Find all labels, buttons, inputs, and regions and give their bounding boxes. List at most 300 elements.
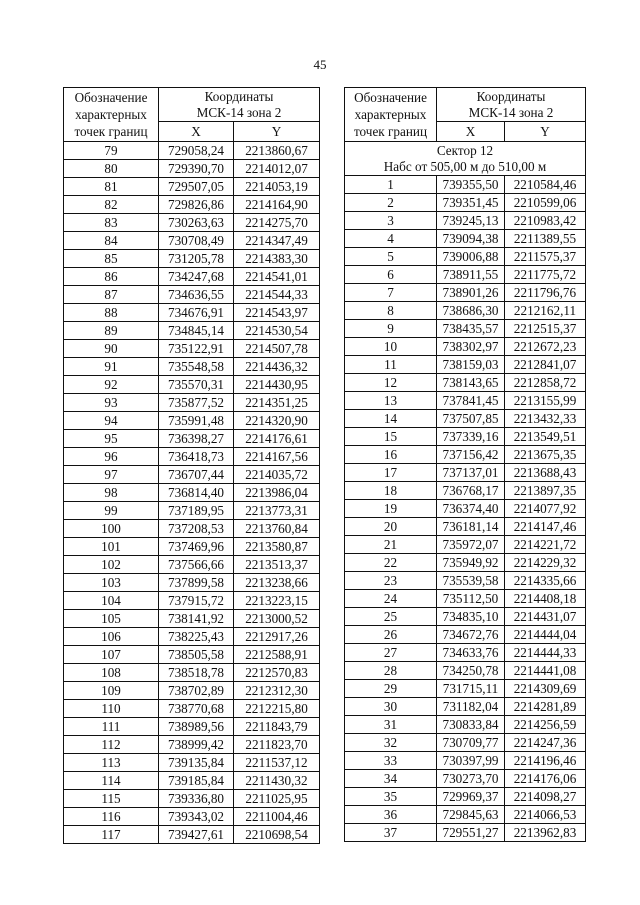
x-coordinate-cell: 730709,77 (437, 734, 505, 752)
point-number-cell: 8 (345, 302, 437, 320)
table-row (345, 770, 586, 788)
table-row (64, 268, 320, 286)
y-coordinate-cell: 2214383,30 (234, 250, 320, 268)
point-number-cell: 99 (64, 502, 159, 520)
table-row (64, 826, 320, 844)
x-coordinate-cell: 738141,92 (159, 610, 234, 628)
table-row (64, 646, 320, 664)
x-coordinate-cell: 734676,91 (159, 304, 234, 322)
point-number-cell: 88 (64, 304, 159, 322)
sector-title: Сектор 12 (436, 142, 494, 158)
x-coordinate-cell: 739336,80 (159, 790, 234, 808)
y-coordinate-cell: 2213238,66 (234, 574, 320, 592)
point-number-cell: 15 (345, 428, 437, 446)
x-coordinate-cell: 730708,49 (159, 232, 234, 250)
table-row (345, 662, 586, 680)
x-coordinate-cell: 737339,16 (437, 428, 505, 446)
table-row (64, 682, 320, 700)
table-row (345, 194, 586, 212)
table-row (64, 592, 320, 610)
table-row (64, 286, 320, 304)
point-number-cell: 108 (64, 664, 159, 682)
y-coordinate-cell: 2214441,08 (505, 662, 586, 680)
table-row (64, 610, 320, 628)
coordinates-table-right (344, 87, 586, 842)
point-number-cell: 109 (64, 682, 159, 700)
table-row (64, 178, 320, 196)
point-number-cell: 22 (345, 554, 437, 572)
y-coordinate-cell: 2214164,90 (234, 196, 320, 214)
point-number-cell: 80 (64, 160, 159, 178)
table-row (345, 320, 586, 338)
y-coordinate-cell: 2213432,33 (505, 410, 586, 428)
x-coordinate-cell: 737915,72 (159, 592, 234, 610)
y-coordinate-cell: 2214444,33 (505, 644, 586, 662)
table-row (64, 232, 320, 250)
coordinates-header-title: Координаты (204, 88, 274, 104)
table-row (64, 664, 320, 682)
point-number-cell: 85 (64, 250, 159, 268)
table-body-left (64, 142, 320, 844)
x-coordinate-cell: 738911,55 (437, 266, 505, 284)
x-coordinate-cell: 736418,73 (159, 448, 234, 466)
table-row (64, 376, 320, 394)
point-number-cell: 101 (64, 538, 159, 556)
y-coordinate-cell: 2214176,61 (234, 430, 320, 448)
y-coordinate-cell: 2211843,79 (234, 718, 320, 736)
table-row (64, 142, 320, 160)
table-row (345, 572, 586, 590)
point-number-cell: 6 (345, 266, 437, 284)
x-column-header: X (159, 122, 234, 142)
y-coordinate-cell: 2211537,12 (234, 754, 320, 772)
point-number-cell: 97 (64, 466, 159, 484)
point-number-cell: 7 (345, 284, 437, 302)
point-number-cell: 116 (64, 808, 159, 826)
point-number-cell: 112 (64, 736, 159, 754)
y-coordinate-cell: 2212672,23 (505, 338, 586, 356)
table-row (64, 448, 320, 466)
y-coordinate-cell: 2214196,46 (505, 752, 586, 770)
table-row (345, 608, 586, 626)
point-number-cell: 98 (64, 484, 159, 502)
x-coordinate-cell: 737899,58 (159, 574, 234, 592)
point-number-cell: 29 (345, 680, 437, 698)
x-coordinate-cell: 739427,61 (159, 826, 234, 844)
point-number-cell: 10 (345, 338, 437, 356)
y-coordinate-cell: 2214077,92 (505, 500, 586, 518)
point-number-cell: 12 (345, 374, 437, 392)
point-number-cell: 95 (64, 430, 159, 448)
page-number: 45 (313, 57, 327, 72)
table-row (345, 644, 586, 662)
x-coordinate-cell: 737469,96 (159, 538, 234, 556)
y-coordinate-cell: 2214309,69 (505, 680, 586, 698)
table-row (345, 356, 586, 374)
point-number-cell: 89 (64, 322, 159, 340)
x-coordinate-cell: 736181,14 (437, 518, 505, 536)
sector-height-range: Набс от 505,00 м до 510,00 м (383, 158, 547, 174)
point-number-cell: 3 (345, 212, 437, 230)
point-number-cell: 117 (64, 826, 159, 844)
table-row (64, 628, 320, 646)
y-coordinate-cell: 2213513,37 (234, 556, 320, 574)
table-row (64, 214, 320, 232)
x-coordinate-cell: 735949,92 (437, 554, 505, 572)
y-coordinate-cell: 2210584,46 (505, 176, 586, 194)
point-number-cell: 21 (345, 536, 437, 554)
x-coordinate-cell: 734247,68 (159, 268, 234, 286)
point-number-cell: 110 (64, 700, 159, 718)
table-row (345, 680, 586, 698)
table-row (345, 482, 586, 500)
x-coordinate-cell: 731205,78 (159, 250, 234, 268)
x-coordinate-cell: 735122,91 (159, 340, 234, 358)
sector-heading (345, 142, 586, 176)
sector-row (345, 142, 586, 176)
point-number-cell: 93 (64, 394, 159, 412)
table-row (64, 484, 320, 502)
point-number-cell: 24 (345, 590, 437, 608)
x-coordinate-cell: 739351,45 (437, 194, 505, 212)
table-row (64, 574, 320, 592)
table-row (345, 554, 586, 572)
point-number-cell: 5 (345, 248, 437, 266)
x-coordinate-cell: 737841,45 (437, 392, 505, 410)
y-coordinate-cell: 2210599,06 (505, 194, 586, 212)
table-row (345, 824, 586, 842)
y-column-header: Y (234, 122, 320, 142)
x-coordinate-cell: 737507,85 (437, 410, 505, 428)
x-coordinate-cell: 729551,27 (437, 824, 505, 842)
x-coordinate-cell: 739135,84 (159, 754, 234, 772)
table-row (345, 428, 586, 446)
table-row (64, 700, 320, 718)
table-row (64, 718, 320, 736)
table-row (64, 736, 320, 754)
x-coordinate-cell: 734250,78 (437, 662, 505, 680)
point-number-cell: 27 (345, 644, 437, 662)
point-number-cell: 20 (345, 518, 437, 536)
x-coordinate-cell: 734633,76 (437, 644, 505, 662)
table-row (345, 302, 586, 320)
table-row (345, 734, 586, 752)
x-coordinate-cell: 734845,14 (159, 322, 234, 340)
table-body-right (345, 142, 586, 842)
x-coordinate-cell: 735548,58 (159, 358, 234, 376)
point-number-cell: 111 (64, 718, 159, 736)
x-coordinate-cell: 738143,65 (437, 374, 505, 392)
x-coordinate-cell: 737137,01 (437, 464, 505, 482)
y-coordinate-cell: 2214530,54 (234, 322, 320, 340)
x-coordinate-cell: 738159,03 (437, 356, 505, 374)
coordinate-system-label: МСК-14 зона 2 (468, 104, 554, 120)
y-coordinate-cell: 2214167,56 (234, 448, 320, 466)
table-row (345, 374, 586, 392)
table-row (64, 538, 320, 556)
y-coordinate-cell: 2213773,31 (234, 502, 320, 520)
point-number-cell: 106 (64, 628, 159, 646)
y-coordinate-cell: 2213986,04 (234, 484, 320, 502)
x-coordinate-cell: 738901,26 (437, 284, 505, 302)
y-coordinate-cell: 2211775,72 (505, 266, 586, 284)
x-coordinate-cell: 734672,76 (437, 626, 505, 644)
x-coordinate-cell: 735570,31 (159, 376, 234, 394)
y-coordinate-cell: 2214544,33 (234, 286, 320, 304)
point-number-cell: 9 (345, 320, 437, 338)
x-coordinate-cell: 738302,97 (437, 338, 505, 356)
y-coordinate-cell: 2212841,07 (505, 356, 586, 374)
y-coordinate-cell: 2214275,70 (234, 214, 320, 232)
x-coordinate-cell: 738505,58 (159, 646, 234, 664)
y-coordinate-cell: 2212588,91 (234, 646, 320, 664)
table-row (345, 752, 586, 770)
table-row (64, 196, 320, 214)
point-number-cell: 113 (64, 754, 159, 772)
point-number-cell: 34 (345, 770, 437, 788)
table-row (345, 716, 586, 734)
x-coordinate-cell: 731182,04 (437, 698, 505, 716)
y-coordinate-cell: 2211796,76 (505, 284, 586, 302)
point-number-cell: 103 (64, 574, 159, 592)
table-row (64, 412, 320, 430)
y-coordinate-cell: 2214335,66 (505, 572, 586, 590)
y-coordinate-cell: 2212917,26 (234, 628, 320, 646)
y-coordinate-cell: 2211004,46 (234, 808, 320, 826)
point-number-cell: 36 (345, 806, 437, 824)
coordinate-system-label: МСК-14 зона 2 (196, 104, 282, 120)
point-number-cell: 14 (345, 410, 437, 428)
coordinates-header (437, 88, 586, 122)
x-coordinate-cell: 731715,11 (437, 680, 505, 698)
y-coordinate-cell: 2214221,72 (505, 536, 586, 554)
x-coordinate-cell: 739006,88 (437, 248, 505, 266)
y-coordinate-cell: 2214543,97 (234, 304, 320, 322)
y-coordinate-cell: 2214281,89 (505, 698, 586, 716)
x-coordinate-cell: 729826,86 (159, 196, 234, 214)
table-row (345, 698, 586, 716)
x-coordinate-cell: 730263,63 (159, 214, 234, 232)
y-coordinate-cell: 2213223,15 (234, 592, 320, 610)
table-row (345, 410, 586, 428)
x-coordinate-cell: 738686,30 (437, 302, 505, 320)
point-number-cell: 100 (64, 520, 159, 538)
x-coordinate-cell: 739094,38 (437, 230, 505, 248)
point-number-cell: 86 (64, 268, 159, 286)
x-coordinate-cell: 737189,95 (159, 502, 234, 520)
x-coordinate-cell: 730273,70 (437, 770, 505, 788)
table-row (64, 502, 320, 520)
y-coordinate-cell: 2213580,87 (234, 538, 320, 556)
x-coordinate-cell: 739343,02 (159, 808, 234, 826)
x-coordinate-cell: 738702,89 (159, 682, 234, 700)
x-coordinate-cell: 734636,55 (159, 286, 234, 304)
x-coordinate-cell: 736814,40 (159, 484, 234, 502)
table-row (64, 322, 320, 340)
x-coordinate-cell: 736398,27 (159, 430, 234, 448)
x-coordinate-cell: 738225,43 (159, 628, 234, 646)
coordinates-table-left (63, 87, 320, 844)
table-row (345, 590, 586, 608)
point-number-cell: 81 (64, 178, 159, 196)
y-coordinate-cell: 2211430,32 (234, 772, 320, 790)
y-coordinate-cell: 2213000,52 (234, 610, 320, 628)
point-number-cell: 25 (345, 608, 437, 626)
table-row (64, 304, 320, 322)
table-row (345, 248, 586, 266)
x-coordinate-cell: 738435,57 (437, 320, 505, 338)
y-coordinate-cell: 2214256,59 (505, 716, 586, 734)
table-row (64, 520, 320, 538)
table-row (345, 806, 586, 824)
y-coordinate-cell: 2214507,78 (234, 340, 320, 358)
table-row (345, 536, 586, 554)
table-row (64, 556, 320, 574)
x-coordinate-cell: 737156,42 (437, 446, 505, 464)
x-coordinate-cell: 738989,56 (159, 718, 234, 736)
y-coordinate-cell: 2214541,01 (234, 268, 320, 286)
y-coordinate-cell: 2214176,06 (505, 770, 586, 788)
point-number-cell: 11 (345, 356, 437, 374)
table-row (64, 430, 320, 448)
point-number-cell: 84 (64, 232, 159, 250)
y-coordinate-cell: 2212858,72 (505, 374, 586, 392)
y-coordinate-cell: 2213860,67 (234, 142, 320, 160)
x-column-header: X (437, 122, 505, 142)
point-number-cell: 102 (64, 556, 159, 574)
x-coordinate-cell: 729507,05 (159, 178, 234, 196)
y-coordinate-cell: 2213760,84 (234, 520, 320, 538)
x-coordinate-cell: 735539,58 (437, 572, 505, 590)
table-row (64, 340, 320, 358)
point-number-cell: 114 (64, 772, 159, 790)
y-coordinate-cell: 2214147,46 (505, 518, 586, 536)
x-coordinate-cell: 735972,07 (437, 536, 505, 554)
x-coordinate-cell: 736768,17 (437, 482, 505, 500)
point-number-cell: 82 (64, 196, 159, 214)
point-number-cell: 23 (345, 572, 437, 590)
y-coordinate-cell: 2214098,27 (505, 788, 586, 806)
y-coordinate-cell: 2214408,18 (505, 590, 586, 608)
x-coordinate-cell: 738518,78 (159, 664, 234, 682)
table-row (345, 266, 586, 284)
y-coordinate-cell: 2212515,37 (505, 320, 586, 338)
x-coordinate-cell: 730397,99 (437, 752, 505, 770)
point-number-cell: 83 (64, 214, 159, 232)
table-row (64, 250, 320, 268)
point-number-cell: 19 (345, 500, 437, 518)
x-coordinate-cell: 736707,44 (159, 466, 234, 484)
table-row (345, 446, 586, 464)
y-coordinate-cell: 2213549,51 (505, 428, 586, 446)
table-row (345, 788, 586, 806)
point-number-cell: 104 (64, 592, 159, 610)
point-number-cell: 2 (345, 194, 437, 212)
y-coordinate-cell: 2214012,07 (234, 160, 320, 178)
table-row (345, 230, 586, 248)
point-number-cell: 33 (345, 752, 437, 770)
point-number-cell: 92 (64, 376, 159, 394)
point-number-cell: 32 (345, 734, 437, 752)
x-coordinate-cell: 729969,37 (437, 788, 505, 806)
point-number-cell: 105 (64, 610, 159, 628)
designation-header: Обозначение характерных точек границ (345, 88, 437, 142)
y-coordinate-cell: 2213675,35 (505, 446, 586, 464)
x-coordinate-cell: 734835,10 (437, 608, 505, 626)
y-coordinate-cell: 2211389,55 (505, 230, 586, 248)
point-number-cell: 16 (345, 446, 437, 464)
x-coordinate-cell: 737208,53 (159, 520, 234, 538)
point-number-cell: 96 (64, 448, 159, 466)
x-coordinate-cell: 735112,50 (437, 590, 505, 608)
x-coordinate-cell: 735991,48 (159, 412, 234, 430)
y-coordinate-cell: 2212570,83 (234, 664, 320, 682)
y-coordinate-cell: 2213962,83 (505, 824, 586, 842)
point-number-cell: 91 (64, 358, 159, 376)
x-coordinate-cell: 729058,24 (159, 142, 234, 160)
table-row (345, 464, 586, 482)
table-row (64, 358, 320, 376)
y-coordinate-cell: 2214320,90 (234, 412, 320, 430)
y-coordinate-cell: 2214444,04 (505, 626, 586, 644)
x-coordinate-cell: 739245,13 (437, 212, 505, 230)
y-column-header: Y (505, 122, 586, 142)
y-coordinate-cell: 2212162,11 (505, 302, 586, 320)
y-coordinate-cell: 2214035,72 (234, 466, 320, 484)
point-number-cell: 87 (64, 286, 159, 304)
coordinates-header (159, 88, 320, 122)
point-number-cell: 30 (345, 698, 437, 716)
x-coordinate-cell: 735877,52 (159, 394, 234, 412)
table-row (64, 466, 320, 484)
point-number-cell: 4 (345, 230, 437, 248)
point-number-cell: 79 (64, 142, 159, 160)
y-coordinate-cell: 2213155,99 (505, 392, 586, 410)
y-coordinate-cell: 2214247,36 (505, 734, 586, 752)
table-row (345, 518, 586, 536)
y-coordinate-cell: 2211823,70 (234, 736, 320, 754)
y-coordinate-cell: 2213688,43 (505, 464, 586, 482)
y-coordinate-cell: 2211575,37 (505, 248, 586, 266)
table-row (64, 772, 320, 790)
y-coordinate-cell: 2214347,49 (234, 232, 320, 250)
point-number-cell: 107 (64, 646, 159, 664)
table-row (64, 808, 320, 826)
table-row (345, 500, 586, 518)
table-row (345, 338, 586, 356)
y-coordinate-cell: 2212312,30 (234, 682, 320, 700)
point-number-cell: 18 (345, 482, 437, 500)
y-coordinate-cell: 2214436,32 (234, 358, 320, 376)
y-coordinate-cell: 2214430,95 (234, 376, 320, 394)
y-coordinate-cell: 2214053,19 (234, 178, 320, 196)
x-coordinate-cell: 729845,63 (437, 806, 505, 824)
y-coordinate-cell: 2210698,54 (234, 826, 320, 844)
table-row (345, 284, 586, 302)
point-number-cell: 26 (345, 626, 437, 644)
table-row (64, 394, 320, 412)
point-number-cell: 115 (64, 790, 159, 808)
point-number-cell: 17 (345, 464, 437, 482)
table-row (64, 160, 320, 178)
table-row (345, 176, 586, 194)
y-coordinate-cell: 2210983,42 (505, 212, 586, 230)
point-number-cell: 28 (345, 662, 437, 680)
y-coordinate-cell: 2212215,80 (234, 700, 320, 718)
x-coordinate-cell: 738770,68 (159, 700, 234, 718)
point-number-cell: 90 (64, 340, 159, 358)
x-coordinate-cell: 736374,40 (437, 500, 505, 518)
